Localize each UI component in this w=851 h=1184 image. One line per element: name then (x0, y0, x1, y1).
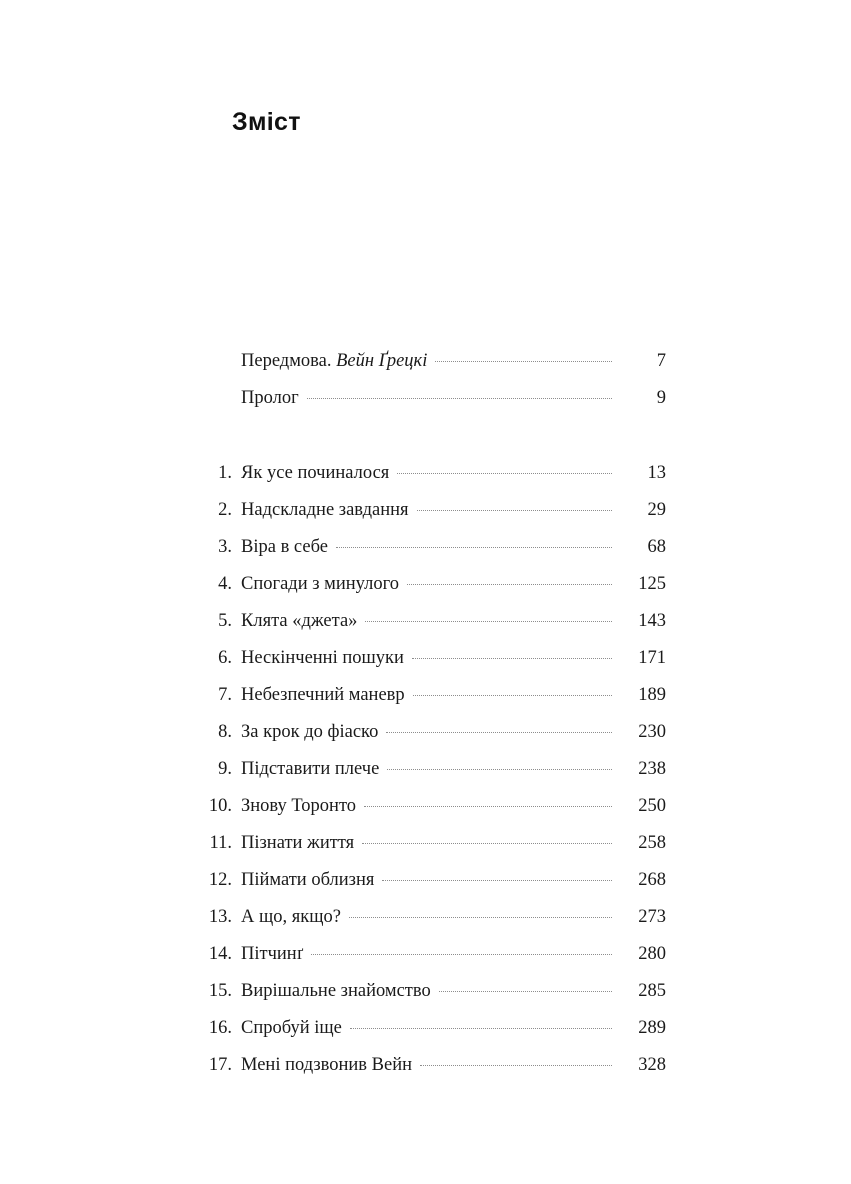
entry-number: 9. (218, 759, 232, 779)
list-item[interactable] (186, 352, 666, 389)
entry-page-number: 268 (638, 870, 666, 890)
leader-dots (435, 361, 612, 362)
entry-label: Спогади з минулого (241, 574, 399, 594)
list-item[interactable] (186, 945, 666, 982)
leader-dots (439, 991, 612, 992)
leader-dots (412, 658, 612, 659)
entry-number: 14. (208, 944, 232, 964)
entry-page-number: 9 (656, 388, 666, 408)
list-item[interactable] (186, 908, 666, 945)
entry-page-number: 285 (638, 981, 666, 1001)
entry-number: 3. (218, 537, 232, 557)
leader-dots (386, 732, 612, 733)
leader-dots (417, 510, 612, 511)
leader-dots (407, 584, 612, 585)
leader-dots (350, 1028, 612, 1029)
leader-dots (420, 1065, 612, 1066)
entry-page-number: 328 (638, 1055, 666, 1075)
toc-chapters-group (186, 464, 666, 1093)
entry-label: За крок до фіаско (241, 722, 379, 742)
entry-number: 10. (208, 796, 232, 816)
table-of-contents (186, 352, 666, 1093)
entry-page-number: 230 (638, 722, 666, 742)
entry-number: 6. (218, 648, 232, 668)
entry-number: 12. (208, 870, 232, 890)
list-item[interactable] (186, 797, 666, 834)
entry-page-number: 13 (647, 463, 666, 483)
entry-page-number: 189 (638, 685, 666, 705)
entry-label: Знову Торонто (241, 796, 357, 816)
entry-number: 16. (208, 1018, 232, 1038)
entry-page-number: 273 (638, 907, 666, 927)
leader-dots (307, 398, 612, 399)
leader-dots (382, 880, 612, 881)
entry-number: 11. (209, 833, 232, 853)
entry-page-number: 250 (638, 796, 666, 816)
entry-number: 13. (208, 907, 232, 927)
entry-page-number: 125 (638, 574, 666, 594)
page-title: Зміст (232, 108, 301, 136)
entry-number: 17. (208, 1055, 232, 1075)
entry-page-number: 143 (638, 611, 666, 631)
list-item[interactable] (186, 649, 666, 686)
entry-label: Віра в себе (241, 537, 328, 557)
entry-number: 5. (218, 611, 232, 631)
list-item[interactable] (186, 1019, 666, 1056)
entry-number: 2. (218, 500, 232, 520)
entry-label: Підставити плече (241, 759, 380, 779)
list-item[interactable] (186, 760, 666, 797)
list-item[interactable] (186, 464, 666, 501)
entry-label: Пітчинґ (241, 944, 304, 964)
entry-label: А що, якщо? (241, 907, 341, 927)
leader-dots (362, 843, 612, 844)
entry-number: 15. (208, 981, 232, 1001)
leader-dots (397, 473, 612, 474)
entry-page-number: 68 (647, 537, 666, 557)
leader-dots (387, 769, 612, 770)
entry-page-number: 171 (638, 648, 666, 668)
list-item[interactable] (186, 1056, 666, 1093)
entry-label: Піймати облизня (241, 870, 375, 890)
list-item[interactable] (186, 501, 666, 538)
list-item[interactable] (186, 538, 666, 575)
toc-front-matter-group (186, 352, 666, 426)
list-item[interactable] (186, 686, 666, 723)
leader-dots (349, 917, 612, 918)
list-item[interactable] (186, 612, 666, 649)
list-item[interactable] (186, 575, 666, 612)
list-item[interactable] (186, 389, 666, 426)
entry-number: 8. (218, 722, 232, 742)
entry-page-number: 238 (638, 759, 666, 779)
leader-dots (413, 695, 612, 696)
entry-label: Надскладне завдання (241, 500, 409, 520)
entry-number: 7. (218, 685, 232, 705)
leader-dots (311, 954, 612, 955)
entry-label-text: Пролог (241, 388, 299, 408)
entry-label: Вирішальне знайомство (241, 981, 431, 1001)
leader-dots (365, 621, 612, 622)
entry-page-number: 280 (638, 944, 666, 964)
entry-label: Нескінченні пошуки (241, 648, 404, 668)
list-item[interactable] (186, 982, 666, 1019)
entry-label-text: Передмова. (241, 351, 337, 371)
list-item[interactable] (186, 834, 666, 871)
entry-label: Небезпечний маневр (241, 685, 405, 705)
entry-label: Як усе починалося (241, 463, 390, 483)
list-item[interactable] (186, 723, 666, 760)
entry-label (241, 352, 435, 371)
entry-label: Мені подзвонив Вейн (241, 1055, 413, 1075)
entry-page-number: 289 (638, 1018, 666, 1038)
list-item[interactable] (186, 871, 666, 908)
entry-label (241, 389, 307, 408)
leader-dots (336, 547, 612, 548)
entry-page-number: 258 (638, 833, 666, 853)
entry-label-italic: Вейн Ґрецкі (336, 351, 428, 371)
entry-label: Спробуй іще (241, 1018, 342, 1038)
entry-number: 4. (218, 574, 232, 594)
entry-label: Пізнати життя (241, 833, 355, 853)
entry-label: Клята «джета» (241, 611, 358, 631)
leader-dots (364, 806, 612, 807)
entry-page-number: 7 (656, 351, 666, 371)
entry-page-number: 29 (647, 500, 666, 520)
entry-number: 1. (218, 463, 232, 483)
